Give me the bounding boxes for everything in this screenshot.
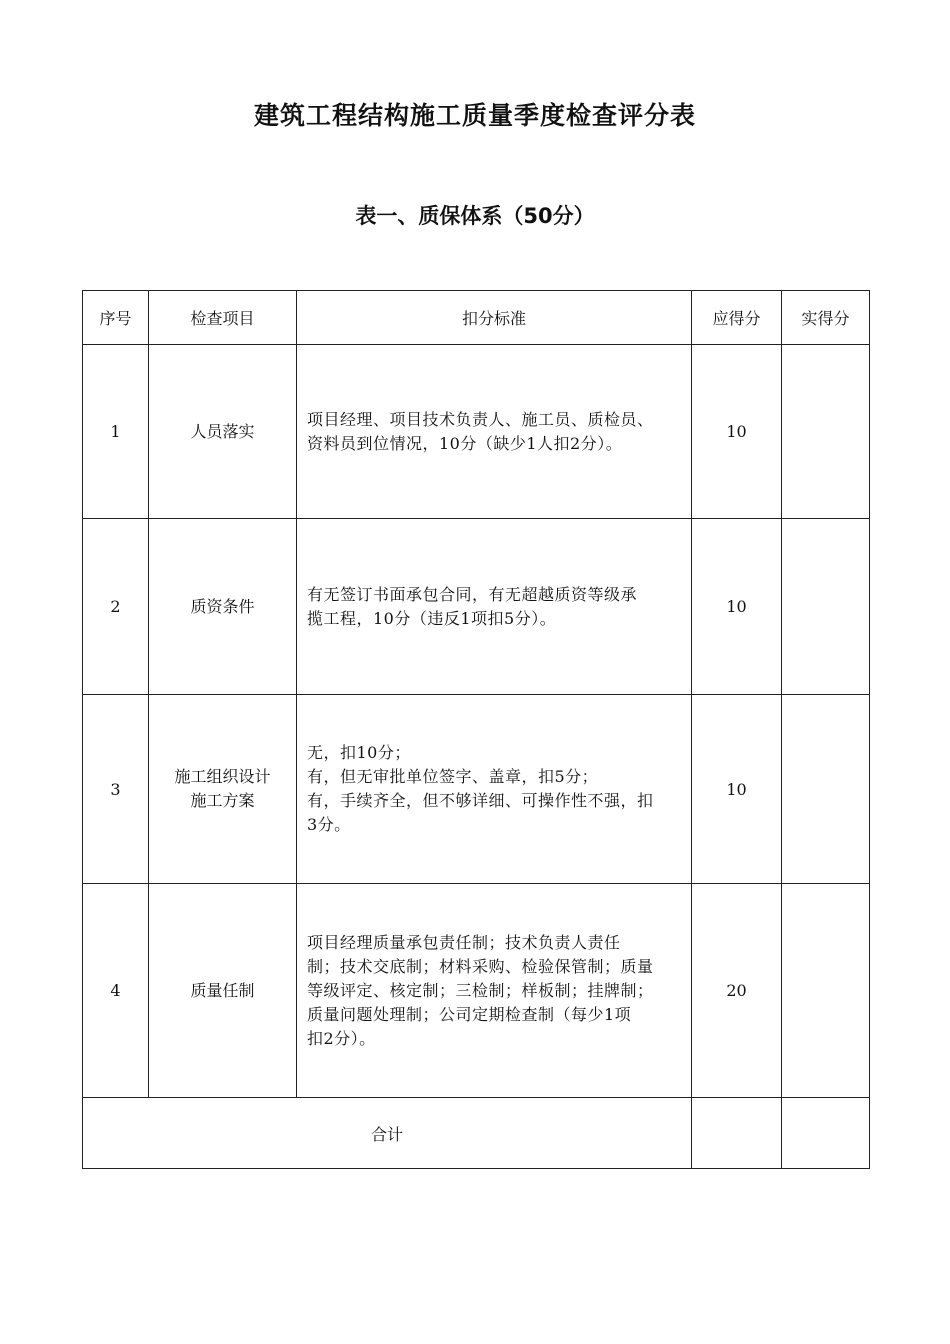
total-row: [83, 1098, 870, 1169]
criteria-line: 制；技术交底制；材料采购、检验保管制；质量: [307, 956, 654, 976]
header-actual-score: 实得分: [782, 291, 870, 345]
criteria-line: 资料员到位情况，10分（缺少1人扣2分）。: [307, 433, 623, 453]
criteria-line: 项目经理、项目技术负责人、施工员、质检员、: [307, 409, 654, 429]
row-criteria: [297, 345, 692, 519]
score-table: [82, 290, 870, 1169]
header-item: 检查项目: [149, 291, 297, 345]
total-label: 合计: [83, 1098, 692, 1169]
criteria-line: 等级评定、核定制；三检制；样板制；挂牌制；: [307, 980, 654, 1000]
total-full-score: [692, 1098, 782, 1169]
row-full-score: 10: [692, 519, 782, 695]
row-no: 2: [83, 519, 149, 695]
row-criteria: [297, 519, 692, 695]
table-subtitle: 表一、质保体系（50分）: [355, 204, 595, 228]
table-row: [83, 345, 870, 519]
table-row: [83, 884, 870, 1098]
criteria-line: 项目经理质量承包责任制；技术负责人责任: [307, 932, 621, 952]
table-row: [83, 695, 870, 884]
row-no: 3: [83, 695, 149, 884]
row-item: [149, 884, 297, 1098]
row-full-score: 20: [692, 884, 782, 1098]
header-no: 序号: [83, 291, 149, 345]
row-item-line: 质资条件: [190, 596, 255, 616]
total-actual-score[interactable]: [782, 1098, 870, 1169]
row-item: [149, 695, 297, 884]
row-no: 1: [83, 345, 149, 519]
row-item: [149, 345, 297, 519]
criteria-line: 揽工程，10分（违反1项扣5分）。: [307, 608, 557, 628]
table-row: [83, 519, 870, 695]
row-full-score: 10: [692, 345, 782, 519]
row-full-score: 10: [692, 695, 782, 884]
criteria-line: 有，手续齐全，但不够详细、可操作性不强，扣: [307, 791, 654, 810]
row-item-line: 质量任制: [190, 980, 255, 1000]
criteria-line: 扣2分）。: [307, 1028, 376, 1048]
row-criteria: [297, 695, 692, 884]
row-item-line: 人员落实: [190, 421, 255, 441]
row-item-line: 施工组织设计: [174, 767, 271, 786]
header-criteria: 扣分标准: [297, 291, 692, 345]
row-actual-score[interactable]: [782, 884, 870, 1098]
row-item-line: 施工方案: [190, 791, 255, 810]
document-title: 建筑工程结构施工质量季度检查评分表: [253, 101, 696, 130]
criteria-line: 有，但无审批单位签字、盖章，扣5分；: [307, 767, 599, 786]
criteria-line: 质量问题处理制；公司定期检查制（每少1项: [307, 1004, 632, 1024]
criteria-line: 3分。: [307, 815, 351, 834]
row-criteria: [297, 884, 692, 1098]
row-actual-score[interactable]: [782, 695, 870, 884]
row-actual-score[interactable]: [782, 519, 870, 695]
row-item: [149, 519, 297, 695]
header-row: [83, 291, 870, 345]
header-full-score: 应得分: [692, 291, 782, 345]
row-actual-score[interactable]: [782, 345, 870, 519]
criteria-line: 有无签订书面承包合同，有无超越质资等级承: [307, 584, 638, 604]
row-no: 4: [83, 884, 149, 1098]
criteria-line: 无，扣10分；: [307, 743, 411, 762]
